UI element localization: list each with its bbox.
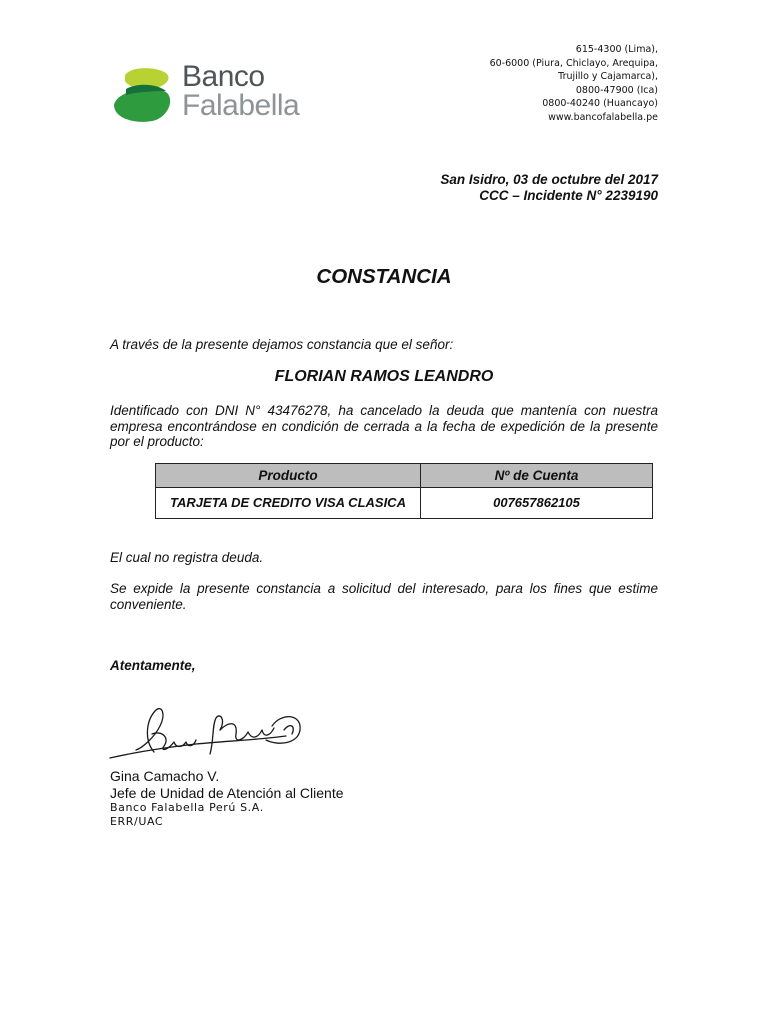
date-reference [440, 172, 658, 204]
contact-line: 0800-40240 (Huancayo) [542, 98, 658, 109]
signer-block [110, 768, 344, 829]
contact-line: 60-6000 (Piura, Chiclayo, Arequipa, [489, 57, 658, 69]
logo-word-falabella: Falabella [182, 89, 300, 122]
product-table [155, 463, 653, 519]
issue-note-text: Se expide la presente constancia a solicitud del interesado, para los fines que estime conveniente. [110, 581, 658, 612]
contact-line: Trujillo y Cajamarca), [558, 71, 658, 82]
table-row [156, 488, 653, 519]
cell-cuenta: 007657862105 [421, 488, 653, 519]
contact-line: 615-4300 (Lima), [575, 44, 658, 55]
column-header-producto: Producto [156, 464, 421, 488]
closing-text: Atentamente, [110, 658, 196, 673]
date-line: San Isidro, 03 de octubre del 2017 [440, 172, 658, 187]
website-link[interactable]: www.bancofalabella.pe [548, 111, 658, 123]
client-name: FLORIAN RAMOS LEANDRO [274, 368, 494, 385]
cell-producto: TARJETA DE CREDITO VISA CLASICA [156, 488, 421, 519]
logo-word-banco: Banco [182, 60, 265, 93]
signer-company: Banco Falabella Perú S.A. [110, 801, 264, 814]
column-header-cuenta: Nº de Cuenta [421, 464, 653, 488]
contact-info [490, 43, 658, 124]
bank-logo-icon [112, 65, 176, 125]
handwritten-signature [106, 700, 316, 768]
no-debt-text: El cual no registra deuda. [110, 550, 264, 565]
body-paragraph: Identificado con DNI N° 43476278, ha cancelado la deuda que mantenía con nuestra empresa encontrándose en condición de cerrada a la fecha de expedición de la presente por el producto: [110, 403, 658, 449]
contact-line: 0800-47900 (Ica) [575, 84, 658, 96]
intro-text: A través de la presente dejamos constancia que el señor: [110, 337, 454, 352]
document-title: CONSTANCIA [316, 265, 452, 288]
reference-line: CCC – Incidente N° 2239190 [479, 188, 658, 203]
bank-logo-wordmark [182, 62, 299, 120]
reference-initials: ERR/UAC [110, 815, 164, 828]
signer-position: Jefe de Unidad de Atención al Cliente [110, 784, 344, 801]
signer-name: Gina Camacho V. [110, 768, 220, 784]
bank-logo [112, 62, 332, 132]
table-header-row [156, 464, 653, 488]
